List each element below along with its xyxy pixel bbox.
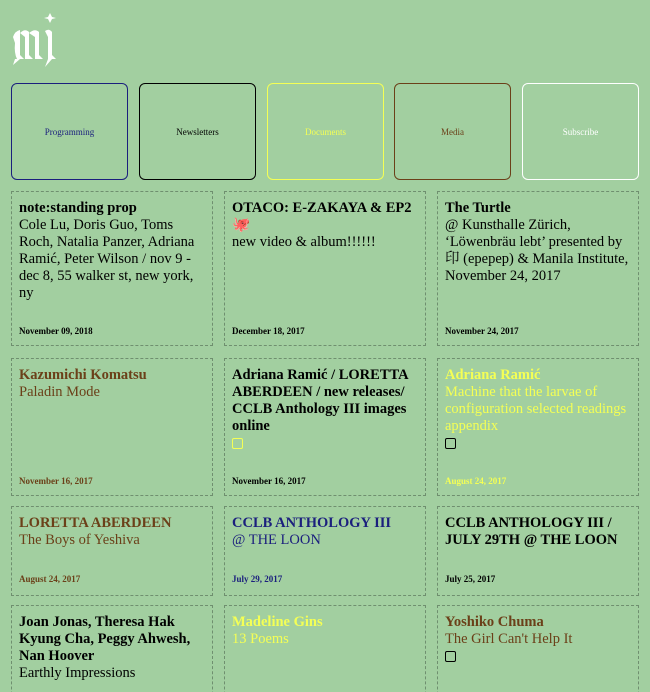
post-card[interactable] [11, 191, 213, 346]
post-date: August 24, 2017 [19, 574, 81, 584]
post-date: November 16, 2017 [19, 476, 93, 486]
post-card[interactable] [437, 605, 639, 692]
post-title: Joan Jonas, Theresa Hak Kyung Cha, Peggy Ahwesh, Nan Hoover [19, 614, 191, 664]
post-title: Kazumichi Komatsu [19, 367, 147, 383]
post-date: July 29, 2017 [232, 574, 283, 584]
post-description: Earthly Impressions [19, 665, 136, 681]
post-date: July 25, 2017 [445, 574, 496, 584]
post-card[interactable] [11, 506, 213, 596]
nav-newsletters-label: Newsletters [176, 126, 219, 137]
nav-newsletters-button[interactable] [139, 83, 256, 180]
post-card[interactable] [224, 358, 426, 496]
post-title: The Turtle [445, 200, 511, 216]
main-navigation [11, 83, 639, 180]
post-description: Paladin Mode [19, 384, 100, 400]
post-title: CCLB ANTHOLOGY III / JULY 29TH @ THE LOON [445, 515, 618, 548]
post-title: OTACO: E-ZAKAYA & EP2 🐙 [232, 200, 412, 233]
post-description: Cole Lu, Doris Guo, Toms Roch, Natalia Panzer, Adriana Ramić, Peter Wilson / nov 9 - dec 8, 55 walker st, new york, ny [19, 217, 195, 301]
post-title: Adriana Ramić [445, 367, 541, 383]
post-title: note:standing prop [19, 200, 137, 216]
post-card[interactable] [224, 506, 426, 596]
post-card[interactable] [437, 506, 639, 596]
post-card[interactable] [224, 191, 426, 346]
post-checkbox[interactable] [232, 438, 243, 449]
post-card[interactable] [11, 358, 213, 496]
post-date: December 18, 2017 [232, 326, 305, 336]
post-date: August 24, 2017 [445, 476, 507, 486]
post-description: new video & album!!!!!! [232, 234, 376, 250]
post-title: Madeline Gins [232, 614, 323, 630]
post-description: The Girl Can't Help It [445, 631, 573, 647]
post-card[interactable] [224, 605, 426, 692]
blackletter-mi-logo-icon [11, 13, 59, 68]
post-date: November 09, 2018 [19, 326, 93, 336]
post-title: LORETTA ABERDEEN [19, 515, 172, 531]
nav-documents-button[interactable] [267, 83, 384, 180]
post-title: Adriana Ramić / LORETTA ABERDEEN / new releases/ CCLB Anthology III images online [232, 367, 408, 434]
post-checkbox[interactable] [445, 651, 456, 662]
post-description: The Boys of Yeshiva [19, 532, 140, 548]
post-card[interactable] [11, 605, 213, 692]
post-checkbox[interactable] [445, 438, 456, 449]
post-description: Machine that the larvae of configuration selected readings appendix [445, 384, 627, 434]
post-description: @ THE LOON [232, 532, 321, 548]
nav-documents-label: Documents [305, 126, 346, 137]
nav-media-label: Media [441, 126, 464, 137]
post-description: 13 Poems [232, 631, 289, 647]
post-title: CCLB ANTHOLOGY III [232, 515, 391, 531]
nav-media-button[interactable] [394, 83, 511, 180]
post-card[interactable] [437, 358, 639, 496]
post-title: Yoshiko Chuma [445, 614, 544, 630]
nav-subscribe-button[interactable] [522, 83, 639, 180]
post-date: November 16, 2017 [232, 476, 306, 486]
nav-programming-button[interactable] [11, 83, 128, 180]
post-date: November 24, 2017 [445, 326, 519, 336]
site-logo[interactable] [11, 13, 59, 68]
nav-programming-label: Programming [44, 126, 95, 137]
nav-subscribe-label: Subscribe [562, 126, 599, 137]
post-card[interactable] [437, 191, 639, 346]
post-description: @ Kunsthalle Zürich, ‘Löwenbräu lebt’ presented by 印 (epepep) & Manila Institute, November 24, 2017 [445, 217, 629, 284]
